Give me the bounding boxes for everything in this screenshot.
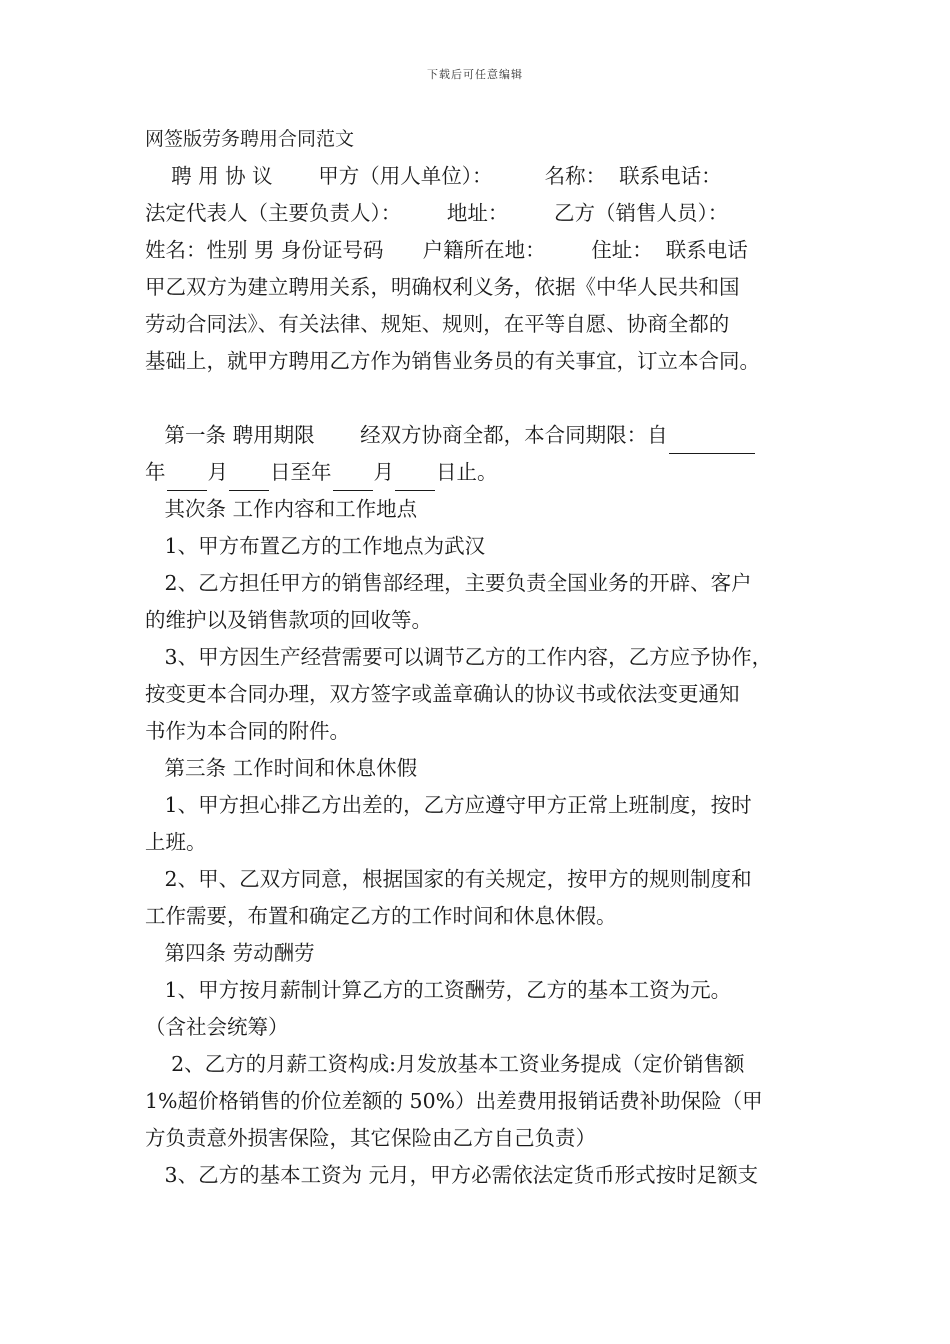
- blank-field: [669, 429, 755, 454]
- text-line: 按变更本合同办理，双方签字或盖章确认的协议书或依法变更通知: [145, 682, 740, 706]
- date-label: 月: [207, 460, 228, 484]
- article-2-title: 其次条 工作内容和工作地点: [145, 497, 418, 521]
- article-3-title: 第三条 工作时间和休息休假: [145, 756, 418, 780]
- text-line: （含社会统筹）: [145, 1015, 289, 1039]
- text-line: 方负责意外损害保险，其它保险由乙方自己负责）: [145, 1126, 596, 1150]
- header-note: 下载后可任意编辑: [427, 68, 523, 81]
- paragraph-gap: [145, 380, 835, 417]
- text-line: 2、甲、乙双方同意，根据国家的有关规定，按甲方的规则制度和: [145, 867, 752, 891]
- text-line: 3、乙方的基本工资为 元月，甲方必需依法定货币形式按时足额支: [145, 1163, 759, 1187]
- blank-field: [229, 466, 269, 491]
- article-1-text: 第一条 聘用期限 经双方协商全都，本合同期限：自: [145, 423, 668, 447]
- text-line: 法定代表人（主要负责人）： 地址： 乙方（销售人员）：: [145, 201, 729, 225]
- text-line: 1、甲方布置乙方的工作地点为武汉: [145, 534, 486, 558]
- document-body: [145, 121, 835, 1194]
- text-line: 2、乙方担任甲方的销售部经理，主要负责全国业务的开辟、客户: [145, 571, 752, 595]
- text-line: 工作需要，布置和确定乙方的工作时间和休息休假。: [145, 904, 617, 928]
- text-line: 1%超价格销售的价位差额的 50%）出差费用报销话费补助保险（甲: [145, 1089, 763, 1113]
- text-line: 1、甲方担心排乙方出差的，乙方应遵守甲方正常上班制度，按时: [145, 793, 752, 817]
- text-line: 姓名：性别 男 身份证号码 户籍所在地： 住址： 联系电话: [145, 238, 748, 262]
- date-label: 日至年: [270, 460, 332, 484]
- text-line: 基础上，就甲方聘用乙方作为销售业务员的有关事宜，订立本合同。: [145, 349, 760, 373]
- text-line: 聘 用 协 议 甲方（用人单位）： 名称： 联系电话：: [145, 164, 722, 188]
- date-label: 月: [373, 460, 394, 484]
- text-line: 的维护以及销售款项的回收等。: [145, 608, 432, 632]
- text-line: 3、甲方因生产经营需要可以调节乙方的工作内容，乙方应予协作，: [145, 645, 773, 669]
- blank-field: [167, 466, 207, 491]
- date-label: 日止。: [436, 460, 498, 484]
- text-line: 劳动合同法》、有关法律、规矩、规则，在平等自愿、协商全都的: [145, 312, 730, 336]
- article-1-dates: [145, 454, 835, 491]
- blank-field: [333, 466, 373, 491]
- article-4-title: 第四条 劳动酬劳: [145, 941, 315, 965]
- date-label: 年: [145, 460, 166, 484]
- text-line: 上班。: [145, 830, 207, 854]
- text-line: 甲乙双方为建立聘用关系，明确权利义务，依据《中华人民共和国: [145, 275, 740, 299]
- text-line: 书作为本合同的附件。: [145, 719, 350, 743]
- text-line: 1、甲方按月薪制计算乙方的工资酬劳，乙方的基本工资为元。: [145, 978, 732, 1002]
- blank-field: [395, 466, 435, 491]
- text-line: 2、乙方的月薪工资构成:月发放基本工资业务提成（定价销售额: [145, 1052, 745, 1076]
- document-title: 网签版劳务聘用合同范文: [145, 128, 355, 150]
- article-1-line: [145, 417, 835, 454]
